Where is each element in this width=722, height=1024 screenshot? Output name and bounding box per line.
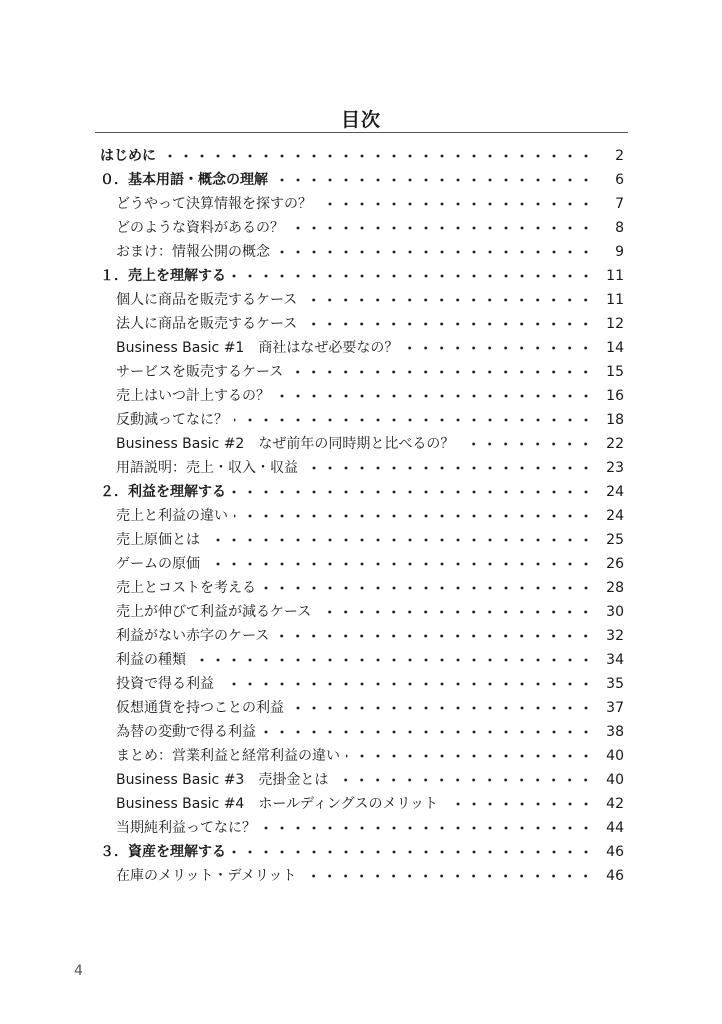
toc-entry-title: 反動減ってなに？ [116, 412, 228, 428]
page-number: 4 [74, 963, 83, 979]
dot-leader [304, 456, 594, 480]
toc-section-entry[interactable] [100, 432, 624, 456]
toc-entry-title: 用語説明：売上・収入・収益 [116, 460, 298, 476]
toc-chapter-entry[interactable] [100, 480, 624, 504]
toc-entry-page: 37 [606, 700, 624, 716]
toc-chapter-entry[interactable] [100, 144, 624, 168]
toc-entry-title: 売上が伸びて利益が減るケース [116, 604, 312, 620]
toc-entry-page: 40 [606, 748, 624, 764]
toc-entry-page: 30 [606, 604, 624, 620]
toc-section-entry[interactable] [100, 384, 624, 408]
toc-entry-title: 個人に商品を販売するケース [116, 292, 298, 308]
toc-entry-title: 法人に商品を販売するケース [116, 316, 298, 332]
toc-entry-title: １．売上を理解する [100, 268, 226, 284]
dot-leader [262, 720, 594, 744]
toc-entry-page: 12 [606, 316, 624, 332]
toc-entry-page: 44 [606, 820, 624, 836]
toc-entry-title: 売上と利益の違い [116, 508, 228, 524]
table-of-contents [100, 144, 624, 888]
toc-entry-page: 7 [615, 196, 624, 212]
toc-entry-page: 11 [606, 268, 624, 284]
dot-leader [276, 240, 594, 264]
toc-section-entry[interactable] [100, 672, 624, 696]
toc-section-entry[interactable] [100, 600, 624, 624]
toc-entry-title: Business Basic #1 商社はなぜ必要なの？ [116, 340, 399, 356]
toc-entry-title: 在庫のメリット・デメリット [116, 868, 297, 884]
dot-leader [290, 216, 594, 240]
toc-section-entry[interactable] [100, 504, 624, 528]
toc-section-entry[interactable] [100, 240, 624, 264]
toc-section-entry[interactable] [100, 192, 624, 216]
dot-leader [262, 816, 594, 840]
toc-section-entry[interactable] [100, 528, 624, 552]
toc-section-entry[interactable] [100, 360, 624, 384]
toc-entry-title: 利益の種類 [116, 652, 186, 668]
toc-entry-page: 8 [615, 220, 624, 236]
toc-entry-title: ０．基本用語・概念の理解 [100, 172, 268, 188]
toc-entry-page: 28 [606, 580, 624, 596]
toc-entry-page: 26 [606, 556, 624, 572]
dot-leader [220, 672, 594, 696]
toc-section-entry[interactable] [100, 720, 624, 744]
toc-section-entry[interactable] [100, 768, 624, 792]
dot-leader [318, 192, 594, 216]
toc-entry-page: 32 [606, 628, 624, 644]
toc-entry-title: おまけ：情報公開の概念 [116, 244, 270, 260]
toc-entry-page: 15 [606, 364, 624, 380]
toc-entry-page: 38 [606, 724, 624, 740]
toc-entry-title: Business Basic #4 ホールディングスのメリット [116, 796, 438, 812]
toc-section-entry[interactable] [100, 816, 624, 840]
dot-leader [290, 696, 594, 720]
toc-chapter-entry[interactable] [100, 840, 624, 864]
toc-entry-page: 46 [606, 844, 624, 860]
dot-leader [404, 336, 594, 360]
toc-entry-title: Business Basic #3 売掛金とは [116, 772, 329, 788]
toc-entry-title: Business Basic #2 なぜ前年の同時期と比べるの？ [116, 436, 455, 452]
dot-leader [275, 624, 594, 648]
dot-leader [232, 264, 594, 288]
dot-leader [232, 840, 594, 864]
toc-section-entry[interactable] [100, 864, 624, 888]
toc-entry-title: 投資で得る利益 [116, 676, 214, 692]
toc-entry-page: 40 [606, 772, 624, 788]
page-title: 目次 [340, 109, 381, 131]
dot-leader [192, 648, 594, 672]
dot-leader [276, 384, 594, 408]
toc-entry-page: 22 [606, 436, 624, 452]
toc-section-entry[interactable] [100, 288, 624, 312]
toc-entry-title: ２．利益を理解する [100, 484, 226, 500]
toc-entry-title: サービスを販売するケース [116, 364, 284, 380]
toc-entry-title: 利益がない赤字のケース [116, 628, 270, 644]
toc-entry-title: はじめに [100, 148, 156, 164]
toc-entry-page: 35 [606, 676, 624, 692]
toc-chapter-entry[interactable] [100, 264, 624, 288]
dot-leader [234, 408, 594, 432]
toc-entry-title: ゲームの原価 [116, 556, 200, 572]
dot-leader [262, 576, 594, 600]
toc-section-entry[interactable] [100, 792, 624, 816]
toc-section-entry[interactable] [100, 336, 624, 360]
toc-entry-title: 仮想通貨を持つことの利益 [116, 700, 284, 716]
toc-entry-page: 46 [606, 868, 624, 884]
toc-entry-title: 当期純利益ってなに？ [116, 820, 256, 836]
toc-entry-title: どのような資料があるの？ [116, 220, 284, 236]
toc-section-entry[interactable] [100, 648, 624, 672]
toc-section-entry[interactable] [100, 408, 624, 432]
toc-entry-page: 18 [606, 412, 624, 428]
toc-entry-title: ３．資産を理解する [100, 844, 226, 860]
dot-leader [162, 144, 594, 168]
toc-section-entry[interactable] [100, 216, 624, 240]
dot-leader [303, 288, 594, 312]
toc-entry-page: 6 [615, 172, 624, 188]
dot-leader [234, 504, 594, 528]
dot-leader [317, 600, 594, 624]
toc-entry-page: 42 [606, 796, 624, 812]
toc-entry-page: 34 [606, 652, 624, 668]
toc-entry-title: 売上はいつ計上するの？ [116, 388, 270, 404]
toc-entry-page: 25 [606, 532, 624, 548]
toc-section-entry[interactable] [100, 576, 624, 600]
toc-entry-page: 9 [615, 244, 624, 260]
dot-leader [302, 864, 594, 888]
toc-entry-page: 14 [606, 340, 624, 356]
toc-entry-page: 2 [615, 148, 624, 164]
toc-section-entry[interactable] [100, 312, 624, 336]
toc-entry-page: 16 [606, 388, 624, 404]
toc-entry-page: 24 [606, 484, 624, 500]
dot-leader [346, 744, 594, 768]
toc-entry-page: 24 [606, 508, 624, 524]
toc-chapter-entry[interactable] [100, 168, 624, 192]
toc-entry-title: 売上原価とは [116, 532, 200, 548]
dot-leader [206, 552, 594, 576]
toc-section-entry[interactable] [100, 744, 624, 768]
dot-leader [303, 312, 594, 336]
toc-section-entry[interactable] [100, 456, 624, 480]
toc-entry-title: どうやって決算情報を探すの？ [116, 196, 312, 212]
dot-leader [334, 768, 594, 792]
toc-entry-title: まとめ：営業利益と経常利益の違い [116, 748, 340, 764]
toc-section-entry[interactable] [100, 624, 624, 648]
dot-leader [274, 168, 594, 192]
dot-leader [232, 480, 594, 504]
dot-leader [460, 432, 594, 456]
toc-entry-title: 売上とコストを考える [116, 580, 256, 596]
toc-entry-title: 為替の変動で得る利益 [116, 724, 256, 740]
toc-section-entry[interactable] [100, 696, 624, 720]
dot-leader [444, 792, 594, 816]
dot-leader [206, 528, 594, 552]
toc-entry-page: 11 [606, 292, 624, 308]
toc-entry-page: 23 [606, 460, 624, 476]
toc-section-entry[interactable] [100, 552, 624, 576]
dot-leader [289, 360, 594, 384]
title-divider [95, 132, 628, 133]
